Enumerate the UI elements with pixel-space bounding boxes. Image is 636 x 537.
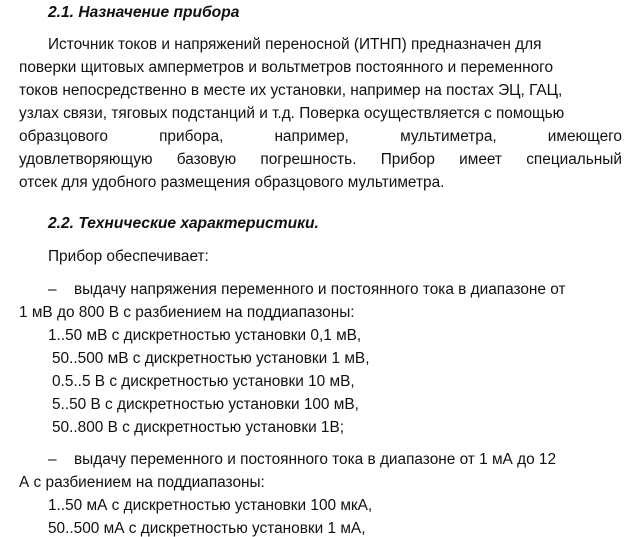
voltage-item-continuation: 1 мВ до 800 В с разбиением на поддиапазоны: [19, 304, 355, 321]
word: погрешность. [260, 151, 357, 168]
word: например, [274, 128, 349, 145]
voltage-item-text: выдачу напряжения переменного и постоянного тока в диапазоне от [74, 281, 566, 298]
current-item-text: выдачу переменного и постоянного тока в диапазоне от 1 мА до 12 [74, 451, 557, 468]
current-item-line [48, 452, 556, 467]
list-dash: – [48, 451, 57, 468]
word: имеющего [547, 128, 622, 145]
current-item-continuation: А с разбиением на поддиапазоны: [19, 474, 265, 491]
paragraph-line-justified [19, 129, 622, 144]
paragraph-line-justified [19, 152, 622, 167]
paragraph-line: узлах связи, тяговых подстанций и т.д. Поверка осуществляется с помощью [19, 105, 565, 122]
word: имеет [459, 151, 502, 168]
current-range: 1..50 мА с дискретностью установки 100 мкА, [48, 497, 373, 514]
list-dash: – [48, 281, 57, 298]
section-2-1-heading: 2.1. Назначение прибора [48, 4, 240, 21]
word: прибора, [159, 128, 224, 145]
voltage-range: 50..500 мВ с дискретностью установки 1 мВ, [52, 350, 370, 367]
word: специальный [526, 151, 622, 168]
intro-line: Прибор обеспечивает: [48, 248, 209, 265]
word: Прибор [380, 151, 435, 168]
section-2-2-heading: 2.2. Технические характеристики. [48, 215, 319, 232]
paragraph-line: поверки щитовых амперметров и вольтметров постоянного и переменного [19, 59, 554, 76]
voltage-range: 5..50 В с дискретностью установки 100 мВ, [52, 396, 359, 413]
word: мультиметра, [400, 128, 497, 145]
paragraph-line: токов непосредственно в месте их установки, например на постах ЭЦ, ГАЦ, [19, 82, 563, 99]
word: удовлетворяющую [19, 151, 153, 168]
paragraph-line: Источник токов и напряжений переносной (ИТНП) предназначен для [48, 36, 542, 53]
voltage-range: 0.5..5 В с дискретностью установки 10 мВ, [52, 373, 355, 390]
word: базовую [176, 151, 237, 168]
voltage-range: 1..50 мВ с дискретностью установки 0,1 мВ, [48, 327, 362, 344]
paragraph-line: отсек для удобного размещения образцового мультиметра. [19, 174, 445, 191]
word: образцового [19, 128, 108, 145]
voltage-item-line [48, 282, 566, 297]
current-range: 50..500 мА с дискретностью установки 1 мА, [48, 520, 366, 537]
voltage-range: 50..800 В с дискретностью установки 1В; [52, 419, 345, 436]
